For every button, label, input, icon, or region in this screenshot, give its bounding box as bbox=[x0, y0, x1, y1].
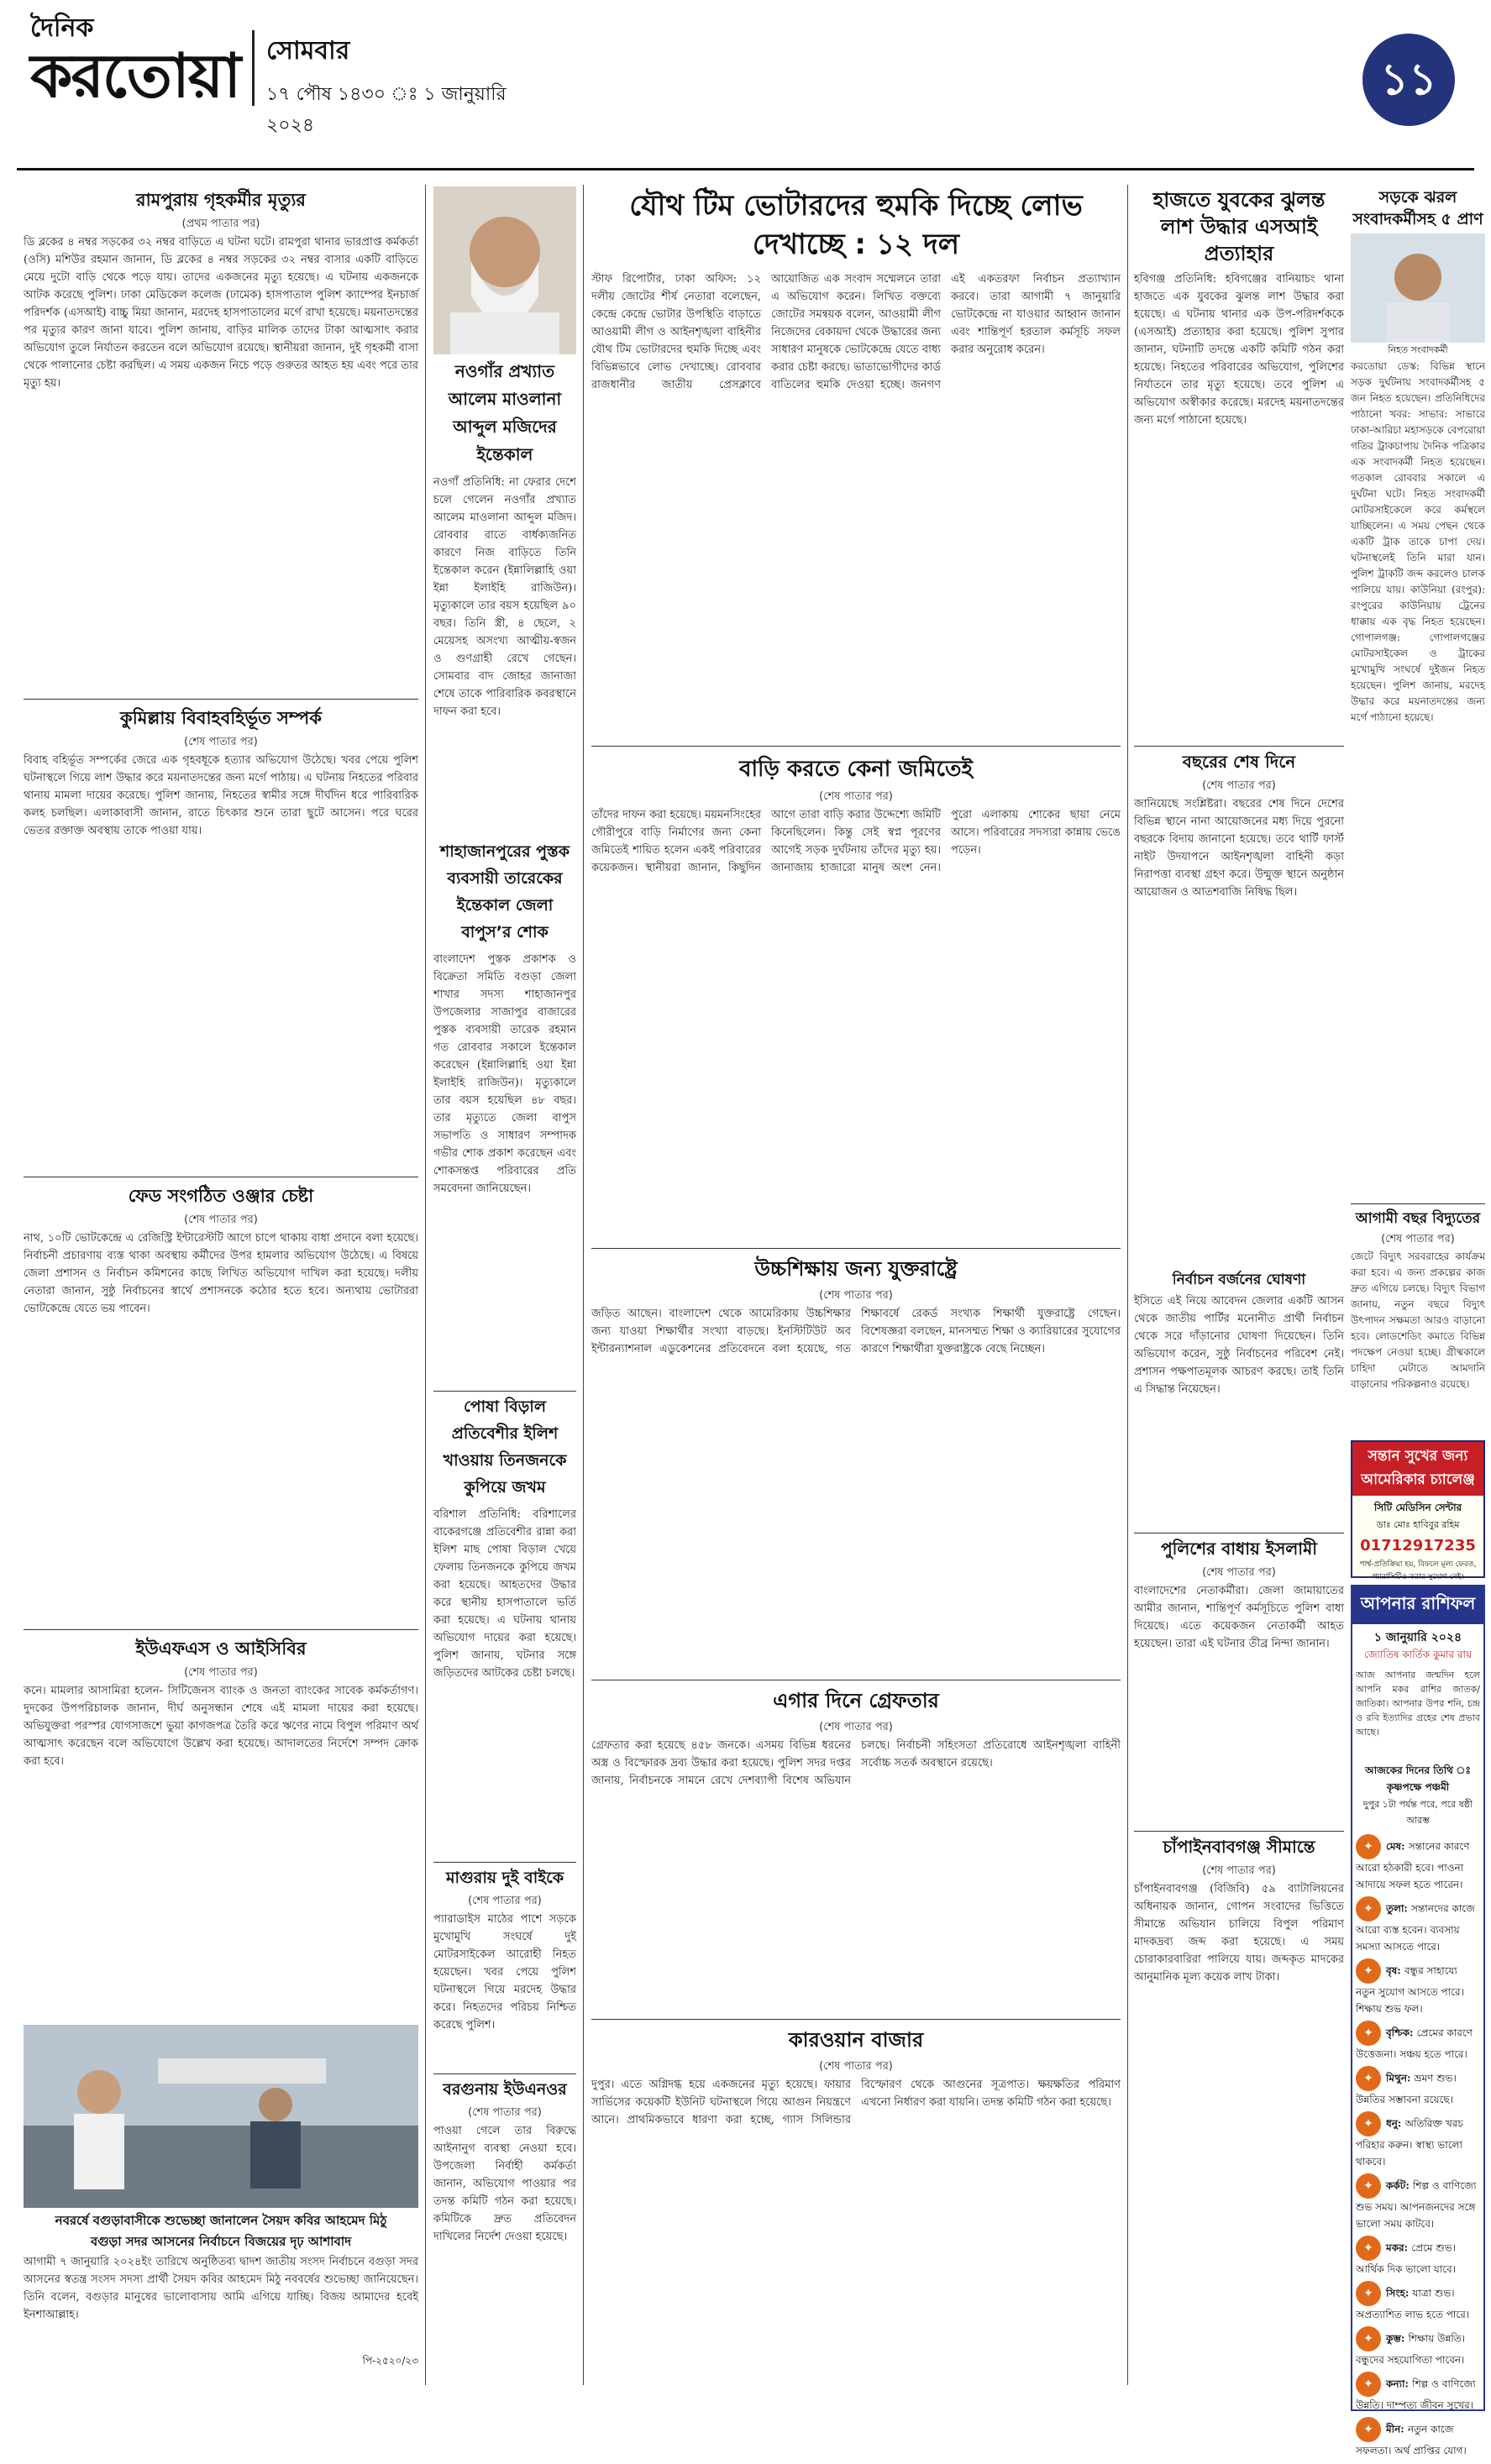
sub-kumillay: (শেষ পাতার পর) bbox=[184, 736, 258, 748]
mithu-body: আগামী ৭ জানুয়ারি ২০২৪ইং তারিখে অনুষ্ঠিতব্য দ্বাদশ জাতীয় সংসদ নির্বাচনে বগুড়া সদর আসনের স্বতন্ত্র সংসদ সদস্য প্রার্থী সৈয়দ কবির আহমেদ মিঠু নববর্ষের শুভেচ্ছা জানিয়েছেন। তিনি বলেন, বগুড়ার মানুষের ভালোবাসায় আমি এগিয়ে যাচ্ছি। বিজয় আমাদের হবেই ইনশাআল্লাহ। bbox=[24, 2256, 418, 2321]
headline-magura: মাগুরায় দুই বাইকে bbox=[445, 1869, 564, 1887]
rashifal-title: আপনার রাশিফল bbox=[1352, 1586, 1483, 1624]
journalist-photo bbox=[1351, 233, 1485, 343]
zodiac-name: মীন: bbox=[1386, 2423, 1408, 2435]
headline-nirbachon: নির্বাচন বর্জনের ঘোষণা bbox=[1172, 1271, 1306, 1288]
headline-police: পুলিশের বাধায় ইসলামী bbox=[1161, 1539, 1317, 1559]
body-ucchashiksha: জড়িত আছেন। বাংলাদেশ থেকে আমেরিকায় উচ্চশিক্ষার জন্য যাওয়া শিক্ষার্থীর সংখ্যা বাড়ছে। ইনস্টিটিউট অব ইন্টারন্যাশনাল এডুকেশনের প্রতিবেদনে বলা হয়েছে, গত শিক্ষাবর্ষে রেকর্ড সংখ্যক শিক্ষার্থী যুক্তরাষ্ট্রে গেছেন। বিশেষজ্ঞরা বলছেন, মানসম্মত শিক্ষা ও ক্যারিয়ারের সুযোগের কারণে শিক্ষার্থীরা যুক্তরাষ্ট্রকে বেছে নিচ্ছেন। bbox=[591, 1308, 1121, 1355]
headline-joutha: যৌথ টিম ভোটারদের হুমকি দিচ্ছে লোভ দেখাচ্ছে : ১২ দল bbox=[629, 189, 1083, 261]
zodiac-item bbox=[1356, 2236, 1480, 2278]
zodiac-icon: ✦ bbox=[1356, 1896, 1381, 1921]
headline-bochorer: বছরের শেষ দিনে bbox=[1182, 752, 1296, 772]
zodiac-item bbox=[1356, 2173, 1480, 2232]
zodiac-item bbox=[1356, 2372, 1480, 2414]
divider bbox=[591, 2019, 1121, 2020]
mithu-caption-2: বগুড়া সদর আসনের নির্বাচনে বিজয়ের দৃঢ় আশাবাদ bbox=[90, 2234, 352, 2249]
zodiac-text: শিল্প ও বাণিজ্যে শুভ সময়। আপনজনদের সঙ্গে ভালো সময় কাটবে। bbox=[1356, 2179, 1477, 2230]
divider bbox=[24, 1629, 418, 1635]
headline-hajate: হাজতে যুবকের ঝুলন্ত লাশ উদ্ধার এসআই প্রত্যাহার bbox=[1152, 188, 1326, 265]
sub-ucchashiksha: (শেষ পাতার পর) bbox=[819, 1289, 893, 1302]
rashifal-today: আজকের দিনের তিথি ঃ কৃষ্ণপক্ষে পঞ্চমী bbox=[1365, 1764, 1471, 1793]
headline-agami: আগামী বছর বিদ্যুতের bbox=[1355, 1210, 1481, 1227]
rashifal-astrologer: জ্যোতিষ কার্তিক কুমার রায় bbox=[1363, 1649, 1473, 1660]
headline-fed: ফেড সংগঠিত ওঞ্জার চেষ্টা bbox=[128, 1186, 314, 1206]
zodiac-text: যাত্রা শুভ। অপ্রত্যাশিত লাভ হতে পারে। bbox=[1356, 2287, 1470, 2320]
issue-date: ১৭ পৌষ ১৪৩০ ঃ ১ জানুয়ারি ২০২৪ bbox=[266, 84, 507, 136]
headline-uefa: ইউএফএস ও আইসিবির bbox=[135, 1638, 307, 1659]
body-shahjahanpur: বাংলাদেশ পুস্তক প্রকাশক ও বিক্রেতা সমিতি বগুড়া জেলা শাখার সদস্য শাহাজানপুর উপজেলার সাজাপুর বাজারের পুস্তক ব্যবসায়ী তারেক রহমান গত রোববার সকালে ইন্তেকাল করেছেন (ইন্নালিল্লাহি ওয়া ইন্না ইলাইহি রাজিউন)। মৃত্যুকালে তার বয়স হয়েছিল ৪৮ বছর। তার মৃত্যুতে জেলা বাপুস সভাপতি ও সাধারণ সম্পাদক গভীর শোক প্রকাশ করেছেন এবং শোকসন্তপ্ত পরিবারের প্রতি সমবেদনা জানিয়েছেন। bbox=[433, 953, 576, 1195]
mithu-caption: নবরর্ষে বগুড়াবাসীকে শুভেচ্ছা জানালেন সৈয়দ কবির আহমেদ মিঠু bbox=[55, 2213, 387, 2228]
zodiac-icon: ✦ bbox=[1356, 2236, 1381, 2261]
zodiac-item bbox=[1356, 2417, 1480, 2459]
zodiac-item bbox=[1356, 1834, 1480, 1893]
portrait-image bbox=[433, 186, 576, 354]
divider bbox=[1351, 1203, 1485, 1204]
headline-ucchashiksha: উচ্চশিক্ষায় জন্য যুক্তরাষ্ট্রে bbox=[754, 1257, 958, 1281]
headline-egaro: এগার দিনে গ্রেফতার bbox=[773, 1689, 939, 1712]
sub-baroguna: (শেষ পাতার পর) bbox=[468, 2106, 542, 2119]
zodiac-icon: ✦ bbox=[1356, 2417, 1381, 2442]
ad-title: সন্তান সুখের জন্য আমেরিকার চ্যালেঞ্জ bbox=[1352, 1442, 1483, 1496]
body-bari: তাঁদের দাফন করা হয়েছে। ময়মনসিংহের গৌরীপুরে বাড়ি নির্মাণের জন্য কেনা জমিতেই শায়িত হলেন একই পরিবারের কয়েকজন। স্থানীয়রা জানান, কিছুদিন আগে তারা বাড়ি করার উদ্দেশ্যে জমিটি কিনেছিলেন। কিন্তু সেই স্বপ্ন পূরণের আগেই সড়ক দুর্ঘটনায় তাঁদের মৃত্যু হয়। জানাজায় হাজারো মানুষ অংশ নেন। পুরো এলাকায় শোকের ছায়া নেমে আসে। পরিবারের সদস্যরা কান্নায় ভেঙে পড়েন। bbox=[591, 809, 1121, 874]
divider bbox=[591, 1248, 1121, 1249]
sub-uefa: (শেষ পাতার পর) bbox=[184, 1666, 258, 1679]
body-fed: নাথ, ১০টি ভোটকেন্দ্রে এ রেজিস্ট্রি ইন্টারেস্টটি আগে চাপে থাকায় বাধা প্রদানে বলা হয়েছে। নির্বাচনী প্রচারণায় ব্যস্ত থাকা অবস্থায় কর্মীদের উপর হামলার অভিযোগ উঠেছে। এ বিষয়ে জেলা প্রশাসন ও নির্বাচন কমিশনের কাছে লিখিত অভিযোগ দাখিল করা হয়েছে। দলীয় নেতারা জানান, সুষ্ঠু নির্বাচনের স্বার্থে প্রশাসনকে কঠোর হতে হবে। অন্যথায় ভোটাররা ভোটকেন্দ্রে যেতে ভয় পাবেন। bbox=[24, 1232, 418, 1315]
body-posha: বরিশাল প্রতিনিধি: বরিশালের বাকেরগঞ্জে প্রতিবেশীর রান্না করা ইলিশ মাছ পোষা বিড়াল খেয়ে ফেলায় তিনজনকে কুপিয়ে জখম করা হয়েছে। আহতদের উদ্ধার করে স্থানীয় হাসপাতালে ভর্তি করা হয়েছে। এ ঘটনায় থানায় অভিযোগ দায়ের করা হয়েছে। পুলিশ জানায়, ঘটনার সঙ্গে জড়িতদের আটকের চেষ্টা চলছে। bbox=[433, 1508, 576, 1680]
body-hajate: হবিগঞ্জ প্রতিনিধি: হবিগঞ্জের বানিয়াচং থানা হাজতে এক যুবকের ঝুলন্ত লাশ উদ্ধার করা হয়েছে। এ ঘটনায় থানার এক উপ-পরিদর্শককে (এসআই) প্রত্যাহার করা হয়েছে। পুলিশ সুপার জানান, ঘটনাটি তদন্তে একটি কমিটি গঠন করা হয়েছে। নিহতের পরিবারের অভিযোগ, পুলিশের নির্যাতনে তার মৃত্যু হয়েছে। তবে পুলিশ এ অভিযোগ অস্বীকার করেছে। মরদেহ ময়নাতদন্তের জন্য মর্গে পাঠানো হয়েছে। bbox=[1134, 273, 1344, 427]
column-rule bbox=[425, 185, 426, 2385]
zodiac-name: মেষ: bbox=[1386, 1840, 1409, 1853]
masthead-divider bbox=[17, 168, 1474, 170]
zodiac-name: কন্যা: bbox=[1386, 2377, 1413, 2390]
body-kumillay: বিবাহ বহির্ভূত সম্পর্কের জেরে এক গৃহবধূকে হত্যার অভিযোগ উঠেছে। খবর পেয়ে পুলিশ ঘটনাস্থলে গিয়ে লাশ উদ্ধার করে ময়নাতদন্তের জন্য মর্গে পাঠায়। এ ঘটনায় নিহতের পরিবার থানায় মামলা দায়ের করেছে। পুলিশ জানায়, নিহতের স্বামীর সঙ্গে দীর্ঘদিন ধরে পারিবারিক কলহ চলছিল। এলাকাবাসী জানান, রাতে চিৎকার শুনে তারা ছুটে আসেন। পরে ঘরের ভেতর রক্তাক্ত অবস্থায় তাকে পাওয়া যায়। bbox=[24, 754, 418, 837]
zodiac-name: বৃষ: bbox=[1386, 1964, 1404, 1977]
zodiac-name: মিথুন: bbox=[1386, 2072, 1415, 2084]
zodiac-icon: ✦ bbox=[1356, 2326, 1381, 2351]
zodiac-name: ধনু: bbox=[1386, 2117, 1405, 2130]
body-egaro: গ্রেফতার করা হয়েছে ৪৫৮ জনকে। এসময় বিভিন্ন ধরনের অস্ত্র ও বিস্ফোরক দ্রব্য উদ্ধার করা হয়েছে। পুলিশ সদর দপ্তর জানায়, নির্বাচনকে সামনে রেখে দেশব্যাপী বিশেষ অভিযান চলছে। নির্বাচনী সহিংসতা প্রতিরোধে আইনশৃঙ্খলা বাহিনী সর্বোচ্চ সতর্ক অবস্থানে রয়েছে। bbox=[591, 1739, 1121, 1787]
body-rampura: ডি ব্লকের ৪ নম্বর সড়কের ৩২ নম্বর বাড়িতে এ ঘটনা ঘটে। রামপুরা থানার ভারপ্রাপ্ত কর্মকর্তা (ওসি) মশিউর রহমান জানান, ডি ব্লকের ৪ নম্বর সড়কের ৩২ নম্বর বাসার একটি বাড়িতে মেয়ে দুটো বাড়ি থেকে পড়ে যায়। তাদের একজনের মৃত্যু হয়েছে। এ ঘটনায় একজনকে আটক করেছে পুলিশ। ঢাকা মেডিকেল কলেজ (ঢামেক) হাসপাতাল পুলিশ ক্যাম্পের ইনচার্জ পরিদর্শক (এসআই) বাচ্চু মিয়া জানান, মরদেহ হাসপাতালের মর্গে রাখা হয়েছে। ময়নাতদন্তের পর মৃত্যুর কারণ জানা যাবে। পুলিশ জানায়, বাড়ির মালিক তাদের টাকা আত্মসাৎ করার অভিযোগ তুলে নির্যাতন করতেন বলে অভিযোগ রয়েছে। স্থানীয়রা জানান, দুই গৃহকর্মী বাসা থেকে পালানোর চেষ্টা করছিল। এ সময় একজন নিচে পড়ে গুরুতর আহত হয় এবং পরে তার মৃত্যু হয়। bbox=[24, 236, 418, 390]
rashifal-date: ১ জানুয়ারি ২০২৪ bbox=[1373, 1631, 1462, 1644]
masthead-logo bbox=[30, 15, 240, 116]
zodiac-icon: ✦ bbox=[1356, 2281, 1381, 2306]
body-police: বাংলাদেশের নেতাকর্মীরা। জেলা জামায়াতের আমীর জানান, শান্তিপূর্ণ কর্মসূচিতে পুলিশ বাধা দিয়েছে। এতে কয়েকজন নেতাকর্মী আহত হয়েছেন। তারা এই ঘটনার তীব্র নিন্দা জানান। bbox=[1134, 1585, 1344, 1650]
divider bbox=[24, 699, 418, 705]
mithu-photo bbox=[24, 2025, 418, 2208]
center-column bbox=[591, 186, 1121, 2387]
headline-chapai: চাঁপাইনবাবগঞ্জ সীমান্তে bbox=[1163, 1837, 1315, 1857]
divider bbox=[433, 1391, 576, 1392]
zodiac-item bbox=[1356, 2281, 1480, 2323]
body-magura: প্যারাডাইস মাঠের পাশে সড়কে মুখোমুখি সংঘর্ষে দুই মোটরসাইকেল আরোহী নিহত হয়েছেন। খবর পেয়ে পুলিশ ঘটনাস্থলে গিয়ে মরদেহ উদ্ধার করে। নিহতদের পরিচয় নিশ্চিত করেছে পুলিশ। bbox=[433, 1913, 576, 2031]
portrait-image bbox=[1351, 233, 1485, 343]
mithu-ref: পি-২৫২০/২৩ bbox=[362, 2355, 418, 2367]
sub-magura: (শেষ পাতার পর) bbox=[468, 1895, 542, 1907]
zodiac-icon: ✦ bbox=[1356, 2066, 1381, 2091]
column-1 bbox=[24, 186, 418, 2387]
rashifal-today-time: দুপুর ১টা পর্যন্ত পরে, পরে ষষ্ঠী আরম্ভ bbox=[1362, 1799, 1473, 1826]
rashifal-intro: আজ আপনার জন্মদিন হলে আপনি মকর রাশির জাতক/জাতিকা। আপনার উপর শনি, চন্দ্র ও রবি ইত্যাদির গ্রহের শেষ প্রভাব আছে। bbox=[1356, 1670, 1480, 1738]
zodiac-icon: ✦ bbox=[1356, 1958, 1381, 1984]
zodiac-text: প্রেমের কারণে উত্তেজনা। সঞ্চয় হতে পারে। bbox=[1356, 2026, 1473, 2060]
crowd-image bbox=[24, 2025, 418, 2208]
zodiac-icon: ✦ bbox=[1356, 2173, 1381, 2199]
body-karwan: দুপুর। এতে অগ্নিদগ্ধ হয়ে একজনের মৃত্যু হয়েছে। ফায়ার সার্ভিসের কয়েকটি ইউনিট ঘটনাস্থলে গিয়ে আগুন নিয়ন্ত্রণে আনে। প্রাথমিকভাবে ধারণা করা হচ্ছে, গ্যাস সিলিন্ডার বিস্ফোরণ থেকে আগুনের সূত্রপাত। ক্ষয়ক্ষতির পরিমাণ এখনো নির্ধারণ করা যায়নি। তদন্ত কমিটি গঠন করা হয়েছে। bbox=[591, 2079, 1121, 2126]
divider bbox=[591, 746, 1121, 747]
divider bbox=[1134, 746, 1344, 747]
zodiac-text: শিল্প ও বাণিজ্যে উন্নতি। দাম্পত্য জীবন সুখের। bbox=[1356, 2377, 1476, 2411]
zodiac-name: কুম্ভ: bbox=[1386, 2332, 1409, 2345]
zodiac-text: শিক্ষায় উন্নতি। বন্ধুদের সহযোগিতা পাবেন। bbox=[1356, 2332, 1466, 2366]
divider bbox=[24, 1177, 418, 1182]
sub-police: (শেষ পাতার পর) bbox=[1202, 1566, 1276, 1579]
body-baroguna: পাওয়া গেলে তার বিরুদ্ধে আইনানুগ ব্যবস্থা নেওয়া হবে। উপজেলা নির্বাহী কর্মকর্তা জানান, অভিযোগ পাওয়ার পর তদন্ত কমিটি গঠন করা হয়েছে। কমিটিকে দ্রুত প্রতিবেদন দাখিলের নির্দেশ দেওয়া হয়েছে। bbox=[433, 2125, 576, 2243]
date-block bbox=[252, 30, 543, 136]
body-bochorer: জানিয়েছে সংশ্লিষ্টরা। বছরের শেষ দিনে দেশের বিভিন্ন স্থানে নানা আয়োজনের মধ্য দিয়ে পুরনো বছরকে বিদায় জানানো হয়েছে। তবে থার্টি ফার্স্ট নাইট উদযাপনে আইনশৃঙ্খলা বাহিনী কড়া নিরাপত্তা ব্যবস্থা গ্রহণ করে। উন্মুক্ত স্থানে অনুষ্ঠান আয়োজন ও আতশবাজি নিষিদ্ধ ছিল। bbox=[1134, 798, 1344, 899]
divider bbox=[433, 1862, 576, 1863]
body-joutha: স্টাফ রিপোর্টার, ঢাকা অফিস: ১২ দলীয় জোটের শীর্ষ নেতারা বলেছেন, কেন্দ্রে কেন্দ্রে ভোটার উপস্থিতি বাড়াতে আওয়ামী লীগ ও আইনশৃঙ্খলা বাহিনীর যৌথ টিম ভোটারদের হুমকি দিচ্ছে এবং বিভিন্নভাবে লোভ দেখাচ্ছে। রোববার রাজধানীর জাতীয় প্রেসক্লাবে আয়োজিত এক সংবাদ সম্মেলনে তারা এ অভিযোগ করেন। লিখিত বক্তব্যে জোটের সমন্বয়ক বলেন, আওয়ামী লীগ নিজেদের বেকায়দা থেকে উদ্ধারের জন্য সাধারণ মানুষকে ভোটকেন্দ্রে যেতে বাধ্য করার চেষ্টা করছে। ভাতাভোগীদের কার্ড বাতিলের হুমকি দেওয়া হচ্ছে। জনগণ এই একতরফা নির্বাচন প্রত্যাখ্যান করবে। তারা আগামী ৭ জানুয়ারি ভোটকেন্দ্রে না যাওয়ার আহ্বান জানান এবং শান্তিপূর্ণ হরতাল কর্মসূচি সফল করার অনুরোধ করেন। bbox=[591, 273, 1121, 391]
headline-baroguna: বরগুনায় ইউএনওর bbox=[443, 2080, 567, 2099]
body-uefa: কনে। মামলার আসামিরা হলেন- সিটিজেনস ব্যাংক ও জনতা ব্যাংকের সাবেক কর্মকর্তাগণ। দুদকের উপপরিচালক জানান, দীর্ঘ অনুসন্ধান শেষে এই মামলা দায়ের করা হয়েছে। অভিযুক্তরা পরস্পর যোগসাজশে ভুয়া কাগজপত্র তৈরি করে ঋণের নামে বিপুল পরিমাণ অর্থ আত্মসাৎ করেছেন বলে অভিযোগে উল্লেখ করা হয়েছে। আদালতের নির্দেশে সম্পদ ক্রোক করা হবে। bbox=[24, 1685, 418, 1768]
logo-top-text: দৈনিক bbox=[30, 13, 94, 43]
zodiac-icon: ✦ bbox=[1356, 2372, 1381, 2397]
zodiac-item bbox=[1356, 2111, 1480, 2170]
body-agami: জেটে বিদ্যুৎ সরবরাহের কার্যক্রম করা হবে। এ জন্য প্রকল্পের কাজ দ্রুত এগিয়ে চলছে। বিদ্যুৎ বিভাগ জানায়, নতুন বছরে বিদ্যুৎ উৎপাদন সক্ষমতা আরও বাড়ানো হবে। লোডশেডিং কমাতে বিভিন্ন পদক্ষেপ নেওয়া হচ্ছে। গ্রীষ্মকালে চাহিদা মেটাতে আমদানি বাড়ানোর পরিকল্পনাও রয়েছে। bbox=[1351, 1250, 1485, 1390]
zodiac-list bbox=[1352, 1832, 1483, 2464]
page-number-badge: ১১ bbox=[1362, 34, 1455, 126]
sub-chapai: (শেষ পাতার পর) bbox=[1202, 1864, 1276, 1877]
body-sorok: করতোয়া ডেস্ক: বিভিন্ন স্থানে সড়ক দুর্ঘটনায় সংবাদকর্মীসহ ৫ জন নিহত হয়েছেন। প্রতিনিধিদের পাঠানো খবর: সাভার: সাভারে ঢাকা-আরিচা মহাসড়কে বেপরোয়া গতির ট্রাকচাপায় দৈনিক পত্রিকার এক সংবাদকর্মী নিহত হয়েছেন। গতকাল রোববার সকালে এ দুর্ঘটনা ঘটে। নিহত সংবাদকর্মী মোটরসাইকেলে করে কর্মস্থলে যাচ্ছিলেন। এ সময় পেছন থেকে একটি ট্রাক তাকে চাপা দেয়। ঘটনাস্থলেই তিনি মারা যান। পুলিশ ট্রাকটি জব্দ করলেও চালক পালিয়ে যায়। কাউনিয়া (রংপুর): রংপুরের কাউনিয়ায় ট্রেনের ধাক্কায় এক বৃদ্ধ নিহত হয়েছেন। গোপালগঞ্জ: গোপালগঞ্জের মোটরসাইকেল ও ট্রাকের মুখোমুখি সংঘর্ষে দুইজন নিহত হয়েছেন। পুলিশ জানায়, মরদেহ উদ্ধার করে ময়নাতদন্তের জন্য মর্গে পাঠানো হয়েছে। bbox=[1351, 360, 1485, 723]
obit-photo bbox=[433, 186, 576, 354]
headline-kumillay: কুমিল্লায় বিবাহবহির্ভূত সম্পর্ক bbox=[120, 708, 322, 728]
sub-rampura: (প্রথম পাতার পর) bbox=[181, 218, 260, 230]
column-rule bbox=[583, 185, 584, 2385]
headline-bari: বাড়ি করতে কেনা জমিতেই bbox=[738, 757, 974, 782]
zodiac-item bbox=[1356, 2021, 1480, 2063]
zodiac-icon: ✦ bbox=[1356, 2021, 1381, 2046]
headline-shahjahanpur: শাহাজানপুরের পুস্তক ব্যবসায়ী তারেকের ইন্তেকাল জেলা বাপুস’র শোক bbox=[440, 842, 570, 941]
sub-egaro: (শেষ পাতার পর) bbox=[819, 1721, 893, 1733]
headline-karwan: কারওয়ান বাজার bbox=[788, 2028, 924, 2052]
zodiac-name: বৃশ্চিক: bbox=[1386, 2026, 1417, 2039]
headline-posha: পোষা বিড়াল প্রতিবেশীর ইলিশ খাওয়ায় তিনজনকে কুপিয়ে জখম bbox=[443, 1397, 567, 1497]
zodiac-icon: ✦ bbox=[1356, 1834, 1381, 1859]
divider bbox=[1134, 1831, 1344, 1832]
rashifal-box bbox=[1351, 1585, 1485, 2456]
zodiac-name: মকর: bbox=[1386, 2241, 1412, 2254]
zodiac-text: অতিরিক্ত খরচ পরিহার করুন। স্বাস্থ্য ভালো থাকবে। bbox=[1356, 2117, 1463, 2168]
zodiac-text: নতুন কাজে সফলতা। অর্থ প্রাপ্তির যোগ। bbox=[1356, 2423, 1467, 2456]
divider bbox=[433, 2073, 576, 2074]
zodiac-name: তুলা: bbox=[1386, 1902, 1412, 1915]
sub-agami: (শেষ পাতার পর) bbox=[1381, 1233, 1455, 1245]
sub-fed: (শেষ পাতার পর) bbox=[184, 1214, 258, 1226]
body-nirbachon: ইসিতে এই নিয়ে আবেদন জেলার একটি আসন থেকে জাতীয় পার্টির মনোনীত প্রার্থী নির্বাচন থেকে সরে দাঁড়ানোর ঘোষণা দিয়েছেন। তিনি অভিযোগ করেন, সুষ্ঠু নির্বাচনের পরিবেশ নেই। প্রশাসন পক্ষপাতমূলক আচরণ করছে। তাই তিনি এ সিদ্ধান্ত নিয়েছেন। bbox=[1134, 1295, 1344, 1396]
ad-doctor: ডাঃ মোঃ হাবিবুর রহিম bbox=[1376, 1519, 1460, 1530]
zodiac-name: সিংহ: bbox=[1386, 2287, 1413, 2299]
zodiac-text: প্রেমে শুভ। আর্থিক দিক ভালো যাবে। bbox=[1356, 2241, 1457, 2275]
zodiac-text: সন্তানদের কাজে আরো ব্যস্ত হবেন। ব্যবসায় সমস্যা আসতে পারে। bbox=[1356, 1902, 1475, 1953]
zodiac-item bbox=[1356, 1958, 1480, 2017]
headline-sorok: সড়কে ঝরল সংবাদকর্মীসহ ৫ প্রাণ bbox=[1352, 188, 1483, 228]
body-obit: নওগাঁ প্রতিনিধি: না ফেরার দেশে চলে গেলেন নওগাঁর প্রখ্যাত আলেম মাওলানা আব্দুল মজিদ। রোববার রাতে বার্ধক্যজনিত কারণে নিজ বাড়িতে তিনি ইন্তেকাল করেন (ইন্নালিল্লাহি ওয়া ইন্না ইলাইহি রাজিউন)। মৃত্যুকালে তার বয়স হয়েছিল ৯০ বছর। তিনি স্ত্রী, ৪ ছেলে, ২ মেয়েসহ অসংখ্য আত্মীয়-স্বজন ও গুণগ্রাহী রেখে গেছেন। সোমবার বাদ জোহর জানাজা শেষে তাকে পারিবারিক কবরস্থানে দাফন করা হবে। bbox=[433, 476, 576, 718]
column-4 bbox=[1134, 186, 1344, 2387]
zodiac-text: বন্ধুর সাহায্যে নতুন সুযোগ আসতে পারে। শিক্ষায় শুভ ফল। bbox=[1356, 1964, 1464, 2015]
sub-bari: (শেষ পাতার পর) bbox=[819, 790, 893, 803]
advertisement bbox=[1351, 1440, 1485, 1581]
headline-rampura: রামপুরায় গৃহকর্মীর মৃত্যুর bbox=[136, 190, 306, 210]
column-2-lower bbox=[433, 840, 576, 2385]
ad-clinic: সিটি মেডিসিন সেন্টার bbox=[1373, 1502, 1462, 1513]
logo-main-text: করতোয়া bbox=[30, 40, 240, 111]
zodiac-name: কর্কট: bbox=[1386, 2179, 1413, 2192]
zodiac-item bbox=[1356, 2326, 1480, 2368]
zodiac-text: সন্তানের কারণে আরো হঠকারী হবে। পাওনা আদায়ে সফল হতে পারেন। bbox=[1356, 1840, 1470, 1890]
zodiac-item bbox=[1356, 2066, 1480, 2108]
weekday: সোমবার bbox=[266, 36, 350, 66]
column-rule bbox=[1127, 185, 1128, 2385]
zodiac-text: ভ্রমণ শুভ। উন্নতির সম্ভাবনা রয়েছে। bbox=[1356, 2072, 1457, 2105]
ad-footer: পার্শ্ব-প্রতিক্রিয়া হয়, বিফলে মূল্য ফেরত, প্যারাসিটিও করার সুযোগ নেই। bbox=[1359, 1560, 1477, 1581]
zodiac-item bbox=[1356, 1896, 1480, 1955]
sub-karwan: (শেষ পাতার পর) bbox=[819, 2060, 893, 2073]
column-5 bbox=[1351, 186, 1485, 2456]
body-chapai: চাঁপাইনবাবগঞ্জ (বিজিবি) ৫৯ ব্যাটালিয়নের অধিনায়ক জানান, গোপন সংবাদের ভিত্তিতে সীমান্তে অভিযান চালিয়ে বিপুল পরিমাণ মাদকদ্রব্য জব্দ করা হয়েছে। এ সময় চোরাকারবারিরা পালিয়ে যায়। জব্দকৃত মাদকের আনুমানিক মূল্য কয়েক লাখ টাকা। bbox=[1134, 1883, 1344, 1984]
journalist-caption: নিহত সংবাদকর্মী bbox=[1388, 344, 1448, 355]
zodiac-icon: ✦ bbox=[1356, 2111, 1381, 2136]
ad-phone: 01712917235 bbox=[1360, 1537, 1476, 1554]
sub-bochorer: (শেষ পাতার পর) bbox=[1202, 779, 1276, 792]
headline-obit: নওগাঁর প্রখ্যাত আলেম মাওলানা আব্দুল মজিদের ইন্তেকাল bbox=[448, 361, 562, 464]
